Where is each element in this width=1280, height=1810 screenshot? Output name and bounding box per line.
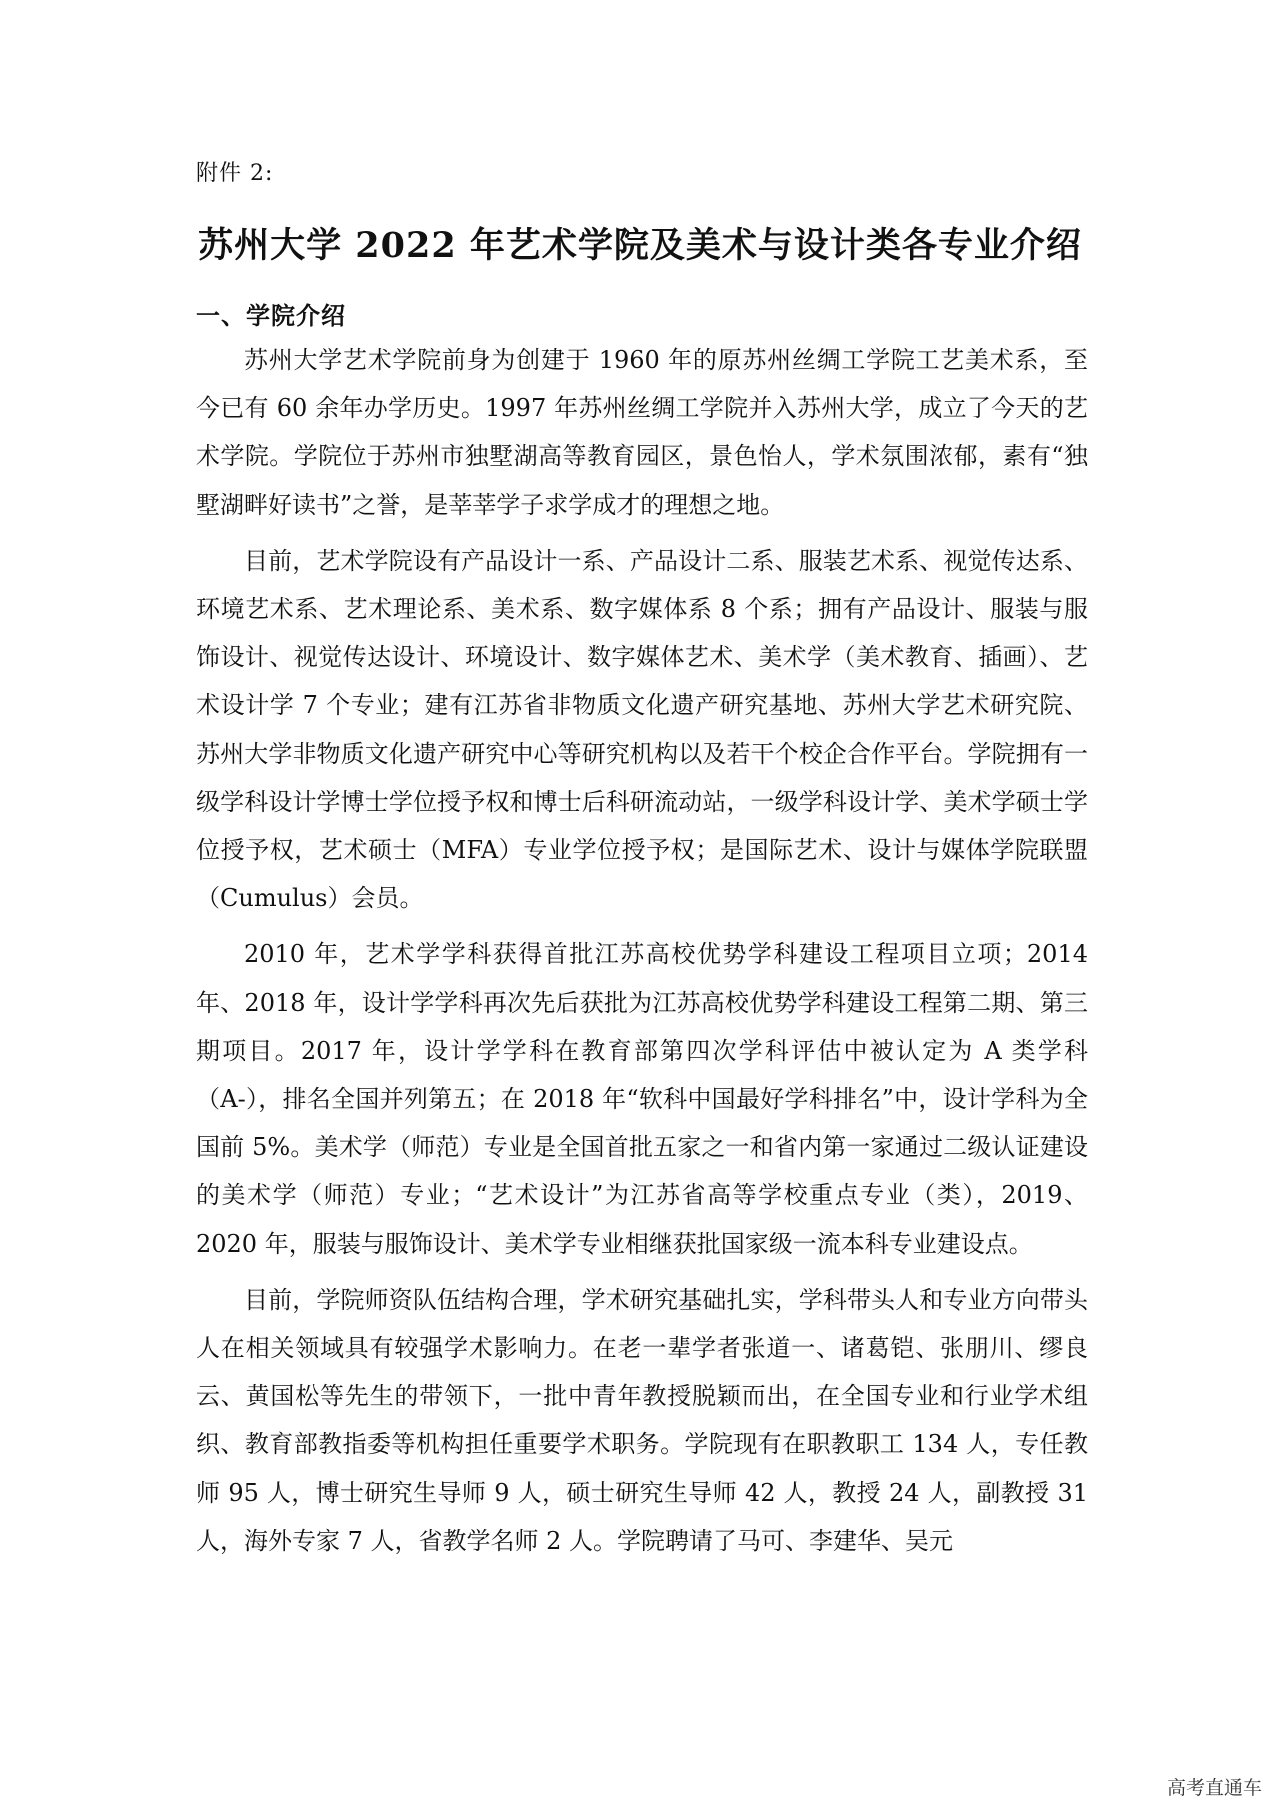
paragraph-faculty: 目前，学院师资队伍结构合理，学术研究基础扎实，学科带头人和专业方向带头人在相关领域具有较强学术影响力。在老一辈学者张道一、诸葛铠、张朋川、缪良云、黄国松等先生的带领下，一批中青年教授脱颖而出，在全国专业和行业学术组织、教育部教指委等机构担任重要学术职务。学院现有在职教职工 134 人，专任教师 95 人，博士研究生导师 9 人，硕士研究生导师 42 人，教授 24 人，副教授 31 人，海外专家 7 人，省教学名师 2 人。学院聘请了马可、李建华、吴元 (196, 1285, 1088, 1555)
document-title: 苏州大学 2022 年艺术学院及美术与设计类各专业介绍 (198, 225, 1082, 266)
section-heading: 一、学院介绍 (196, 301, 346, 330)
watermark-text: 高考直通车 (1166, 1777, 1262, 1799)
document-body (196, 336, 1088, 1573)
paragraph-disciplines: 2010 年，艺术学学科获得首批江苏高校优势学科建设工程项目立项；2014 年、2018 年，设计学学科再次先后获批为江苏高校优势学科建设工程第二期、第三期项目。2017 年，设计学学科在教育部第四次学科评估中被认定为 A 类学科（A-），排名全国并列第五；在 2018 年“软科中国最好学科排名”中，设计学科为全国前 5%。美术学（师范）专业是全国首批五家之一和省内第一家通过二级认证建设的美术学（师范）专业；“艺术设计”为江苏省高等学校重点专业（类），2019、2020 年，服装与服饰设计、美术学专业相继获批国家级一流本科专业建设点。 (196, 940, 1088, 1258)
paragraph-history: 苏州大学艺术学院前身为创建于 1960 年的原苏州丝绸工学院工艺美术系，至今已有 60 余年办学历史。1997 年苏州丝绸工学院并入苏州大学，成立了今天的艺术学院。学院位于苏州市独墅湖高等教育园区，景色怡人，学术氛围浓郁，素有“独墅湖畔好读书”之誉，是莘莘学子求学成才的理想之地。 (196, 346, 1088, 519)
attachment-label: 附件 2: (196, 161, 274, 186)
paragraph-departments: 目前，艺术学院设有产品设计一系、产品设计二系、服装艺术系、视觉传达系、环境艺术系、艺术理论系、美术系、数字媒体系 8 个系；拥有产品设计、服装与服饰设计、视觉传达设计、环境设计、数字媒体艺术、美术学（美术教育、插画）、艺术设计学 7 个专业；建有江苏省非物质文化遗产研究基地、苏州大学艺术研究院、苏州大学非物质文化遗产研究中心等研究机构以及若干个校企合作平台。学院拥有一级学科设计学博士学位授予权和博士后科研流动站，一级学科设计学、美术学硕士学位授予权，艺术硕士（MFA）专业学位授予权；是国际艺术、设计与媒体学院联盟（Cumulus）会员。 (196, 546, 1088, 913)
